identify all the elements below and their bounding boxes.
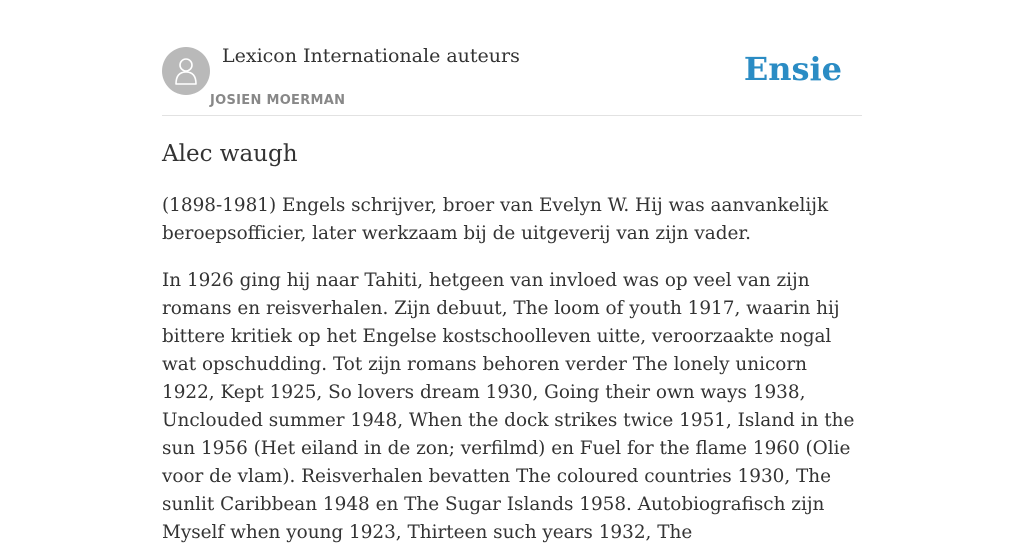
author-name[interactable]: JOSIEN MOERMAN: [210, 93, 346, 108]
article-title: Alec waugh: [162, 141, 298, 167]
article-paragraph: In 1926 ging hij naar Tahiti, hetgeen van invloed was op veel van zijn romans en reisverhalen. Zijn debuut, The loom of youth 1917, waarin hij bittere kritiek op het Engelse kostschoolleven uitte, veroorzaakte nogal wat opschudding. Tot zijn romans behoren verder The lonely unicorn 1922, Kept 1925, So lovers dream 1930, Going their own ways 1938, Unclouded summer 1948, When the dock strikes twice 1951, Island in the sun 1956 (Het eiland in de zon; verfilmd) en Fuel for the flame 1960 (Olie voor de vlam). Reisverhalen bevatten The coloured countries 1930, The sunlit Caribbean 1948 en The Sugar Islands 1958. Autobiografisch zijn Myself when young 1923, Thirteen such years 1932, The: [162, 270, 855, 543]
collection-title[interactable]: Lexicon Internationale auteurs: [222, 45, 520, 67]
article-paragraph: (1898-1981) Engels schrijver, broer van Evelyn W. Hij was aanvankelijk beroepsofficier, later werkzaam bij de uitgeverij van zijn vader.: [162, 195, 829, 244]
user-icon: [174, 56, 198, 86]
avatar[interactable]: [162, 47, 210, 95]
article: [162, 138, 862, 547]
ensie-logo[interactable]: Ensie: [743, 50, 842, 88]
header: [162, 0, 862, 116]
